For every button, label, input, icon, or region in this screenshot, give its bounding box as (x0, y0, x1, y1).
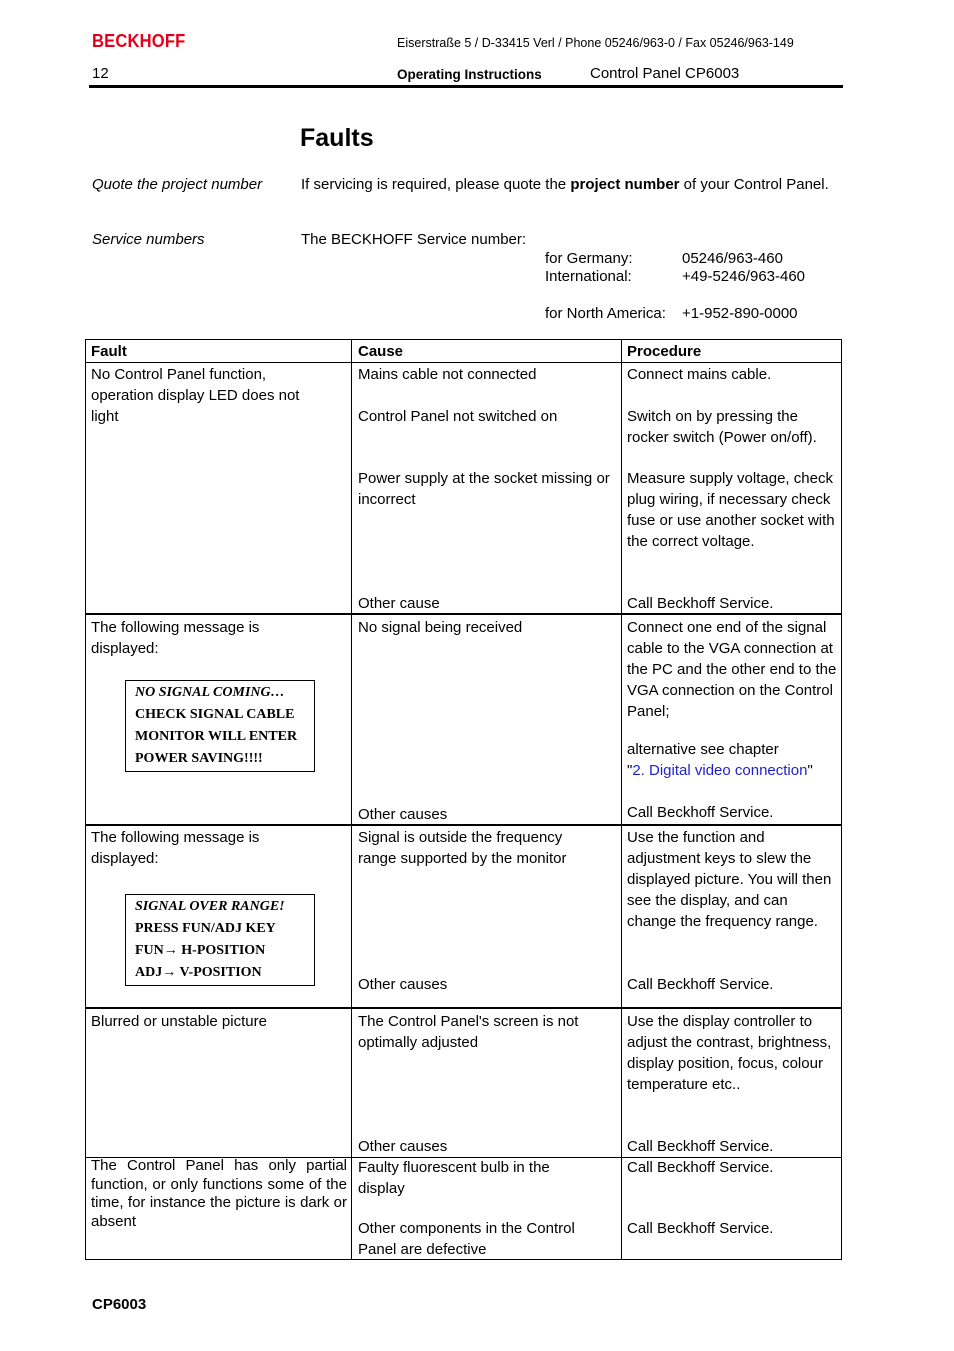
procedure-cell: "2. Digital video connection" (627, 762, 813, 779)
cause-cell: Control Panel not switched on (358, 408, 558, 425)
cause-cell: Other causes (358, 1138, 448, 1155)
cause-cell: Other causes (358, 806, 448, 823)
service-number-north-america: +1-952-890-0000 (682, 305, 798, 322)
header-rule (89, 85, 843, 88)
table-border (841, 339, 842, 1260)
column-divider (351, 339, 352, 1260)
fault-cell: The following message is displayed: (91, 619, 260, 657)
procedure-cell: Use the display controller to adjust the contrast, brightness, display position, focus, colour temperature etc.. (627, 1013, 832, 1093)
section-title: Operating Instructions (397, 67, 542, 82)
procedure-cell: alternative see chapter (627, 741, 779, 758)
procedure-cell: Connect one end of the signal cable to the VGA connection at the PC and the other end to the VGA connection on the Control Panel; (627, 619, 837, 720)
fault-cell: No Control Panel function, operation display LED does not light (91, 366, 300, 425)
cause-cell: Other causes (358, 976, 448, 993)
cause-cell: No signal being received (358, 619, 523, 636)
table-border (85, 339, 842, 340)
column-divider (621, 339, 622, 1260)
service-number-international: +49-5246/963-460 (682, 268, 806, 285)
beckhoff-logo: BECKHOFF (92, 31, 186, 51)
service-number-germany: 05246/963-460 (682, 250, 783, 267)
page-title: Faults (300, 124, 374, 152)
cause-cell: Signal is outside the frequency range supported by the monitor (358, 829, 567, 867)
cause-cell: Other components in the Control Panel are defective (358, 1220, 575, 1258)
fault-table (85, 339, 842, 1260)
footer-model: CP6003 (92, 1296, 147, 1313)
company-address: Eiserstraße 5 / D-33415 Verl / Phone 05246/963-0 / Fax 05246/963-149 (397, 36, 794, 50)
message-line: NO SIGNAL COMING… (135, 685, 285, 700)
procedure-cell: Use the function and adjustment keys to slew the displayed picture. You will then see the display, and can change the frequency range. (627, 829, 832, 930)
document-title: Control Panel CP6003 (590, 65, 740, 82)
message-line: MONITOR WILL ENTER (135, 729, 298, 744)
procedure-cell: Connect mains cable. (627, 366, 772, 383)
message-line: CHECK SIGNAL CABLE (135, 707, 295, 722)
procedure-cell: Switch on by pressing the rocker switch (Power on/off). (627, 408, 817, 446)
message-line: POWER SAVING!!!! (135, 751, 263, 766)
page-number: 12 (92, 65, 109, 82)
cause-cell: Power supply at the socket missing or incorrect (358, 470, 610, 508)
cause-cell: Faulty fluorescent bulb in the display (358, 1159, 550, 1197)
cause-cell: The Control Panel's screen is not optimally adjusted (358, 1013, 579, 1051)
service-label-germany: for Germany: (545, 250, 633, 267)
message-line: FUN→ H-POSITION (135, 943, 266, 958)
fault-cell: Blurred or unstable picture (91, 1013, 267, 1030)
service-label-international: International: (545, 268, 632, 285)
procedure-cell: Measure supply voltage, check plug wiring, if necessary check fuse or use another socket with the correct voltage. (627, 470, 835, 550)
procedure-cell: Call Beckhoff Service. (627, 804, 774, 821)
service-label-north-america: for North America: (545, 305, 666, 322)
margin-note-service: Service numbers (92, 231, 205, 248)
procedure-cell: Call Beckhoff Service. (627, 1159, 774, 1176)
cause-cell: Mains cable not connected (358, 366, 537, 383)
procedure-cell: Call Beckhoff Service. (627, 1138, 774, 1155)
procedure-cell: Call Beckhoff Service. (627, 595, 774, 612)
service-intro: The BECKHOFF Service number: (301, 231, 527, 248)
margin-note-project: Quote the project number (92, 176, 263, 193)
row-divider (85, 1007, 842, 1009)
header-cause: Cause (358, 343, 404, 360)
monitor-message-over-range (125, 894, 315, 986)
header-procedure: Procedure (627, 343, 702, 360)
message-line: ADJ→ V-POSITION (135, 965, 262, 980)
message-line: PRESS FUN/ADJ KEY (135, 921, 276, 936)
chapter-link[interactable]: 2. Digital video connection (632, 762, 808, 779)
header-fault: Fault (91, 343, 127, 360)
project-paragraph: If servicing is required, please quote the project number of your Control Panel. (301, 176, 829, 193)
procedure-cell: Call Beckhoff Service. (627, 1220, 774, 1237)
message-line: SIGNAL OVER RANGE! (135, 899, 285, 914)
fault-cell: The Control Panel has only partial function, or only functions some of the time, for instance the picture is dark or absent (91, 1157, 347, 1230)
monitor-message-no-signal (125, 680, 315, 772)
row-divider (85, 362, 842, 363)
procedure-cell: Call Beckhoff Service. (627, 976, 774, 993)
fault-cell: The following message is displayed: (91, 829, 260, 867)
table-border (85, 339, 86, 1260)
cause-cell: Other cause (358, 595, 440, 612)
